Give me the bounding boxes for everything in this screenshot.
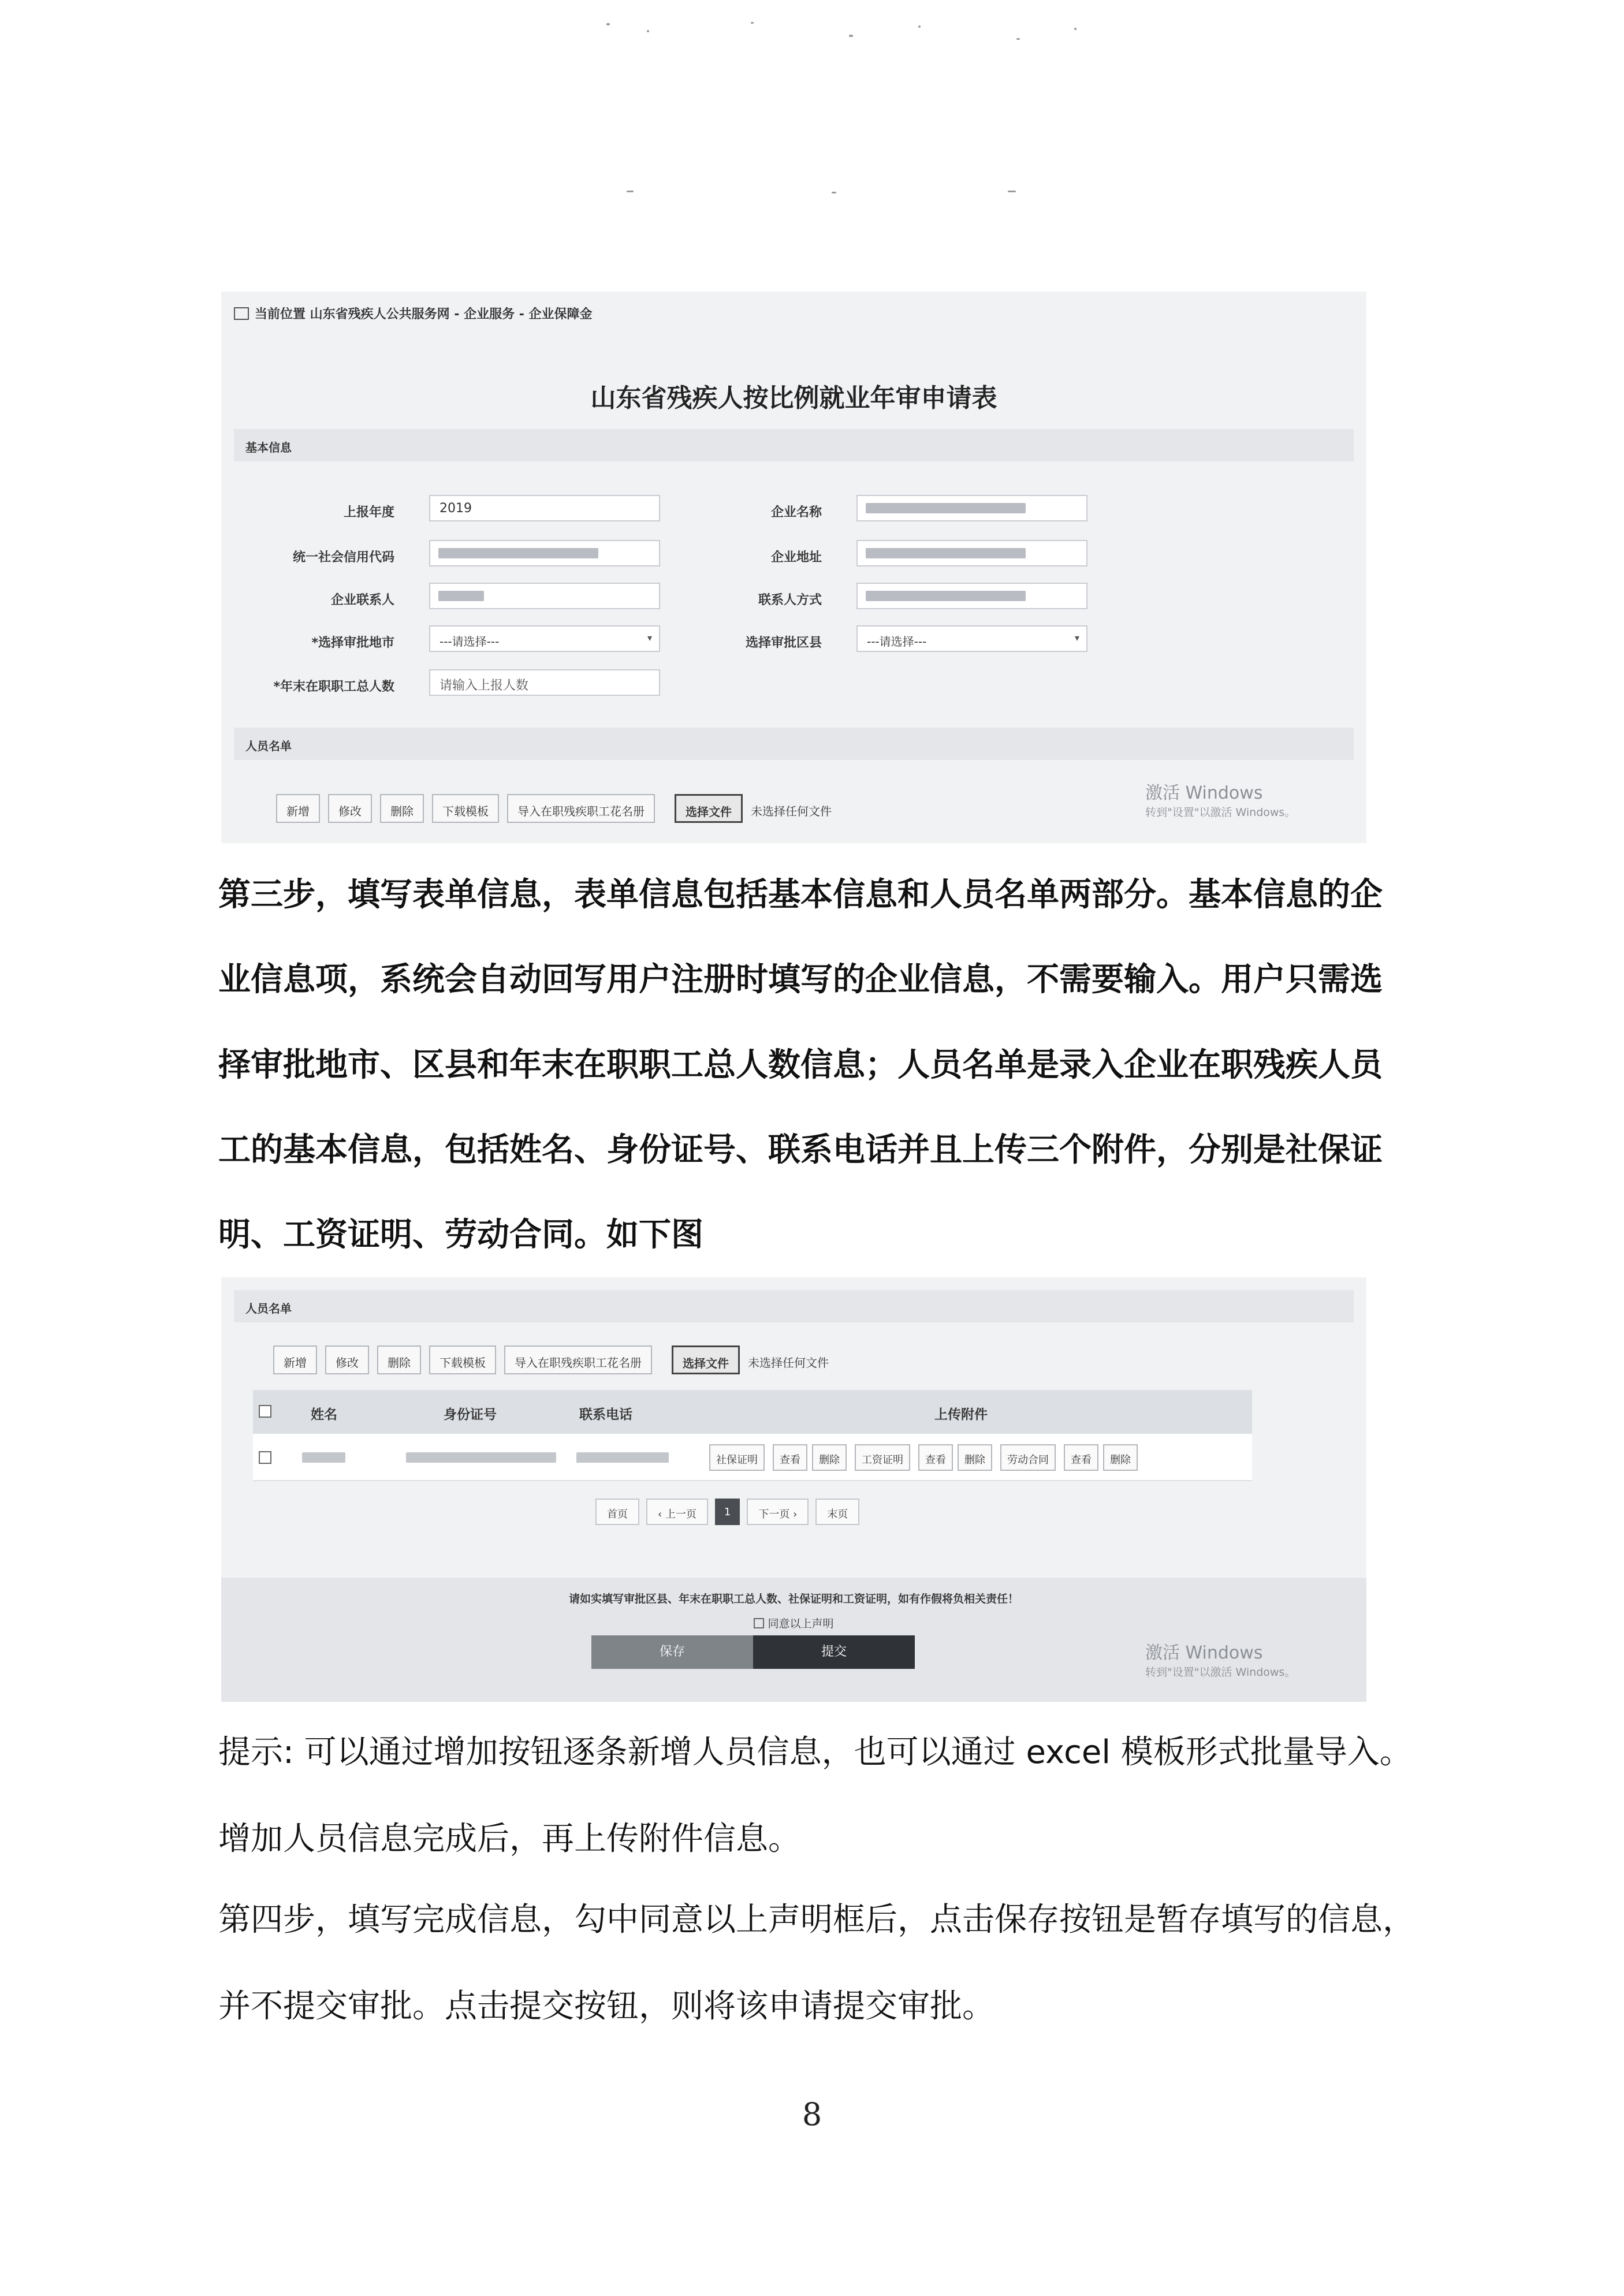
- select-all-checkbox[interactable]: [259, 1405, 271, 1418]
- scan-noise: [627, 191, 634, 192]
- company-name-field[interactable]: [856, 495, 1087, 521]
- current-page-button[interactable]: 1: [715, 1499, 740, 1525]
- id-number-cell: [406, 1452, 556, 1463]
- scan-noise: [918, 25, 921, 28]
- contact-person-field[interactable]: [429, 583, 660, 609]
- delete-social-button[interactable]: 删除: [812, 1444, 847, 1471]
- breadcrumb: [234, 304, 593, 322]
- labor-contract-button[interactable]: 劳动合同: [1000, 1444, 1056, 1471]
- tip-line1: 提示: 可以通过增加按钮逐条新增人员信息，也可以通过 excel 模板形式批量导入。: [218, 1734, 1412, 1771]
- company-address-label: 企业地址: [770, 550, 822, 565]
- tip-line2: 增加人员信息完成后，再上传附件信息。: [218, 1820, 800, 1858]
- windows-activation-watermark: [1145, 778, 1295, 819]
- agree-declaration[interactable]: [221, 1615, 1366, 1631]
- scan-noise: [606, 23, 610, 25]
- watermark-line1: 激活 Windows: [1145, 1643, 1263, 1663]
- chevron-down-icon: ▾: [1074, 632, 1079, 643]
- scan-noise: [849, 35, 853, 37]
- company-address-field[interactable]: [856, 540, 1087, 566]
- paragraph-step3-line1: 第三步，填写表单信息，表单信息包括基本信息和人员名单两部分。基本信息的企: [218, 876, 1383, 914]
- no-file-text: 未选择任何文件: [748, 1356, 829, 1370]
- staff-toolbar: [276, 794, 832, 827]
- approval-city-label: *选择审批地市: [311, 636, 394, 650]
- contact-person-label: 企业联系人: [330, 593, 394, 607]
- agree-checkbox[interactable]: [754, 1618, 764, 1628]
- scan-noise: [1008, 191, 1016, 192]
- submit-button[interactable]: 提交: [753, 1635, 915, 1669]
- agree-label: 同意以上声明: [768, 1617, 834, 1630]
- paragraph-step3-line3: 择审批地市、区县和年末在职职工总人数信息；人员名单是录入企业在职残疾人员: [218, 1046, 1383, 1084]
- view-contract-button[interactable]: 查看: [1064, 1444, 1098, 1471]
- watermark-line1: 激活 Windows: [1145, 783, 1263, 803]
- social-security-proof-button[interactable]: 社保证明: [709, 1444, 765, 1471]
- section-staff-list: 人员名单: [234, 1290, 1354, 1322]
- pagination: [595, 1499, 859, 1525]
- view-salary-button[interactable]: 查看: [918, 1444, 953, 1471]
- watermark-line2: 转到"设置"以激活 Windows。: [1145, 806, 1296, 819]
- report-year-label: 上报年度: [343, 505, 394, 520]
- home-icon[interactable]: [234, 307, 249, 320]
- paragraph-step3-line2: 业信息项，系统会自动回写用户注册时填写的企业信息，不需要输入。用户只需选: [218, 961, 1383, 998]
- staff-table: [253, 1390, 1252, 1481]
- delete-contract-button[interactable]: 删除: [1103, 1444, 1138, 1471]
- scan-noise: [751, 22, 754, 24]
- paragraph-step3-line4: 工的基本信息，包括姓名、身份证号、联系电话并且上传三个附件，分别是社保证: [218, 1131, 1383, 1169]
- section-basic-info: 基本信息: [234, 429, 1354, 461]
- credit-code-label: 统一社会信用代码: [292, 550, 394, 565]
- contact-method-field[interactable]: [856, 583, 1087, 609]
- form-title: 山东省残疾人按比例就业年审申请表: [590, 383, 997, 413]
- phone-cell: [576, 1452, 669, 1463]
- edit-button[interactable]: 修改: [325, 1345, 369, 1374]
- next-page-button[interactable]: 下一页 ›: [747, 1499, 809, 1525]
- row-checkbox[interactable]: [259, 1451, 271, 1464]
- delete-salary-button[interactable]: 删除: [958, 1444, 992, 1471]
- first-page-button[interactable]: 首页: [595, 1499, 639, 1525]
- save-button[interactable]: 保存: [591, 1635, 753, 1669]
- approval-county-label: 选择审批区县: [745, 636, 822, 650]
- delete-button[interactable]: 删除: [377, 1345, 421, 1374]
- scan-noise: [1074, 28, 1077, 30]
- table-header: [253, 1390, 1252, 1434]
- approval-city-select[interactable]: [429, 625, 660, 652]
- chevron-down-icon: ▾: [647, 632, 652, 643]
- approval-county-value: ---请选择---: [867, 635, 927, 648]
- screenshot-application-form: [221, 292, 1366, 843]
- step4-line1: 第四步，填写完成信息，勾中同意以上声明框后，点击保存按钮是暂存填写的信息，: [218, 1901, 1415, 1939]
- company-name-label: 企业名称: [770, 505, 822, 520]
- approval-city-value: ---请选择---: [439, 635, 500, 648]
- add-button[interactable]: 新增: [273, 1345, 317, 1374]
- report-year-field[interactable]: 2019: [429, 495, 660, 521]
- table-row: [253, 1434, 1252, 1481]
- windows-activation-watermark: [1145, 1638, 1295, 1679]
- download-template-button[interactable]: 下载模板: [432, 794, 499, 823]
- watermark-line2: 转到"设置"以激活 Windows。: [1145, 1666, 1296, 1679]
- section-staff-list: 人员名单: [234, 728, 1354, 760]
- add-button[interactable]: 新增: [276, 794, 320, 823]
- import-roster-button[interactable]: 导入在职残疾职工花名册: [507, 794, 655, 823]
- no-file-text: 未选择任何文件: [751, 804, 832, 818]
- choose-file-button[interactable]: 选择文件: [675, 794, 743, 823]
- download-template-button[interactable]: 下载模板: [429, 1345, 496, 1374]
- delete-button[interactable]: 删除: [380, 794, 424, 823]
- step4-line2: 并不提交审批。点击提交按钮，则将该申请提交审批。: [218, 1988, 994, 2025]
- employee-count-field[interactable]: 请输入上报人数: [429, 669, 660, 696]
- view-social-button[interactable]: 查看: [773, 1444, 807, 1471]
- employee-count-label: *年末在职职工总人数: [273, 680, 394, 694]
- column-attachments: 上传附件: [934, 1407, 988, 1422]
- scan-noise: [832, 192, 836, 193]
- column-phone: 联系电话: [579, 1407, 632, 1422]
- approval-county-select[interactable]: [856, 625, 1087, 652]
- declaration-notice: 请如实填写审批区县、年末在职职工总人数、社保证明和工资证明，如有作假将负相关责任！: [568, 1593, 1019, 1605]
- column-name: 姓名: [311, 1407, 337, 1422]
- import-roster-button[interactable]: 导入在职残疾职工花名册: [504, 1345, 652, 1374]
- choose-file-button[interactable]: 选择文件: [672, 1345, 740, 1374]
- last-page-button[interactable]: 末页: [815, 1499, 859, 1525]
- page-number: 8: [802, 2096, 822, 2133]
- scan-noise: [1016, 38, 1020, 40]
- breadcrumb-text: 当前位置 山东省残疾人公共服务网 - 企业服务 - 企业保障金: [255, 307, 593, 322]
- screenshot-staff-list: [221, 1277, 1366, 1702]
- name-cell: [302, 1452, 345, 1463]
- prev-page-button[interactable]: ‹ 上一页: [646, 1499, 708, 1525]
- staff-toolbar: [273, 1345, 829, 1378]
- scan-noise: [647, 30, 649, 32]
- edit-button[interactable]: 修改: [328, 794, 372, 823]
- column-id-number: 身份证号: [444, 1407, 497, 1422]
- credit-code-field[interactable]: [429, 540, 660, 566]
- paragraph-step3-line5: 明、工资证明、劳动合同。如下图: [218, 1216, 703, 1254]
- contact-method-label: 联系人方式: [758, 593, 822, 607]
- salary-proof-button[interactable]: 工资证明: [855, 1444, 910, 1471]
